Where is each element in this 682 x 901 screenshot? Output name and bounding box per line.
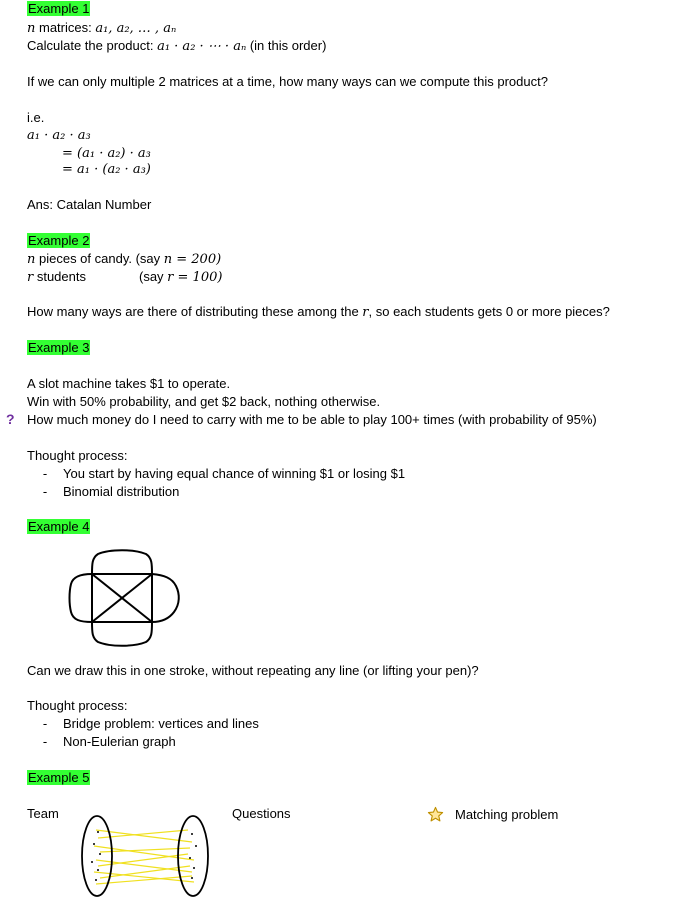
ex4-question: Can we draw this in one stroke, without repeating any line (or lifting your pen)? (27, 663, 479, 678)
question-mark-icon: ? (6, 411, 15, 427)
ex4-thought-process: Thought process: (27, 698, 128, 713)
example-1-label: Example 1 (28, 1, 90, 16)
ex1-equation-1: a₁ · a₂ · a₃ (27, 128, 91, 143)
ex5-matching-problem: Matching problem (455, 807, 559, 822)
ex1-line-product: Calculate the product: a₁ · a₂ · ⋯ · aₙ (in this order) (27, 38, 327, 54)
ex1-equation-2: = (a₁ · a₂) · a₃ (62, 146, 151, 161)
ex1-ie: i.e. (27, 110, 45, 125)
ex3-bullet-1: - You start by having equal chance of winning $1 or losing $1 (42, 466, 406, 481)
ex5-questions-label: Questions (232, 806, 291, 821)
ex1-line-matrices: n matrices: a₁, a₂, … , aₙ (27, 20, 177, 36)
ex4-bullet-2: - Non-Eulerian graph (42, 734, 176, 749)
ex5-team-label: Team (27, 806, 59, 821)
ex3-line-2: Win with 50% probability, and get $2 back, nothing otherwise. (27, 394, 381, 409)
ex1-question: If we can only multiple 2 matrices at a time, how many ways can we compute this product? (27, 74, 548, 89)
example-5-label: Example 5 (28, 770, 90, 785)
example-2-label: Example 2 (28, 233, 90, 248)
ex3-bullet-2: - Binomial distribution (42, 484, 180, 499)
ex1-equation-3: = a₁ · (a₂ · a₃) (62, 162, 151, 177)
house-graph-drawing (66, 546, 184, 650)
ex2-line-candy: n pieces of candy. (say n = 200) (27, 251, 222, 267)
ex2-question: How many ways are there of distributing these among the r, so each students gets 0 or more pieces? (27, 304, 610, 320)
ex3-line-1: A slot machine takes $1 to operate. (27, 376, 231, 391)
ex3-line-3: How much money do I need to carry with me to be able to play 100+ times (with probability of 95%) (27, 412, 597, 427)
example-3-label: Example 3 (28, 340, 90, 355)
bipartite-matching-diagram (76, 812, 216, 898)
example-4-label: Example 4 (28, 519, 90, 534)
ex2-line-say-r: (say r = 100) (139, 269, 223, 285)
ex4-bullet-1: - Bridge problem: vertices and lines (42, 716, 259, 731)
ex3-thought-process: Thought process: (27, 448, 128, 463)
ex1-answer: Ans: Catalan Number (27, 197, 152, 212)
ex2-line-students: r students (27, 269, 86, 285)
star-icon (427, 806, 444, 823)
